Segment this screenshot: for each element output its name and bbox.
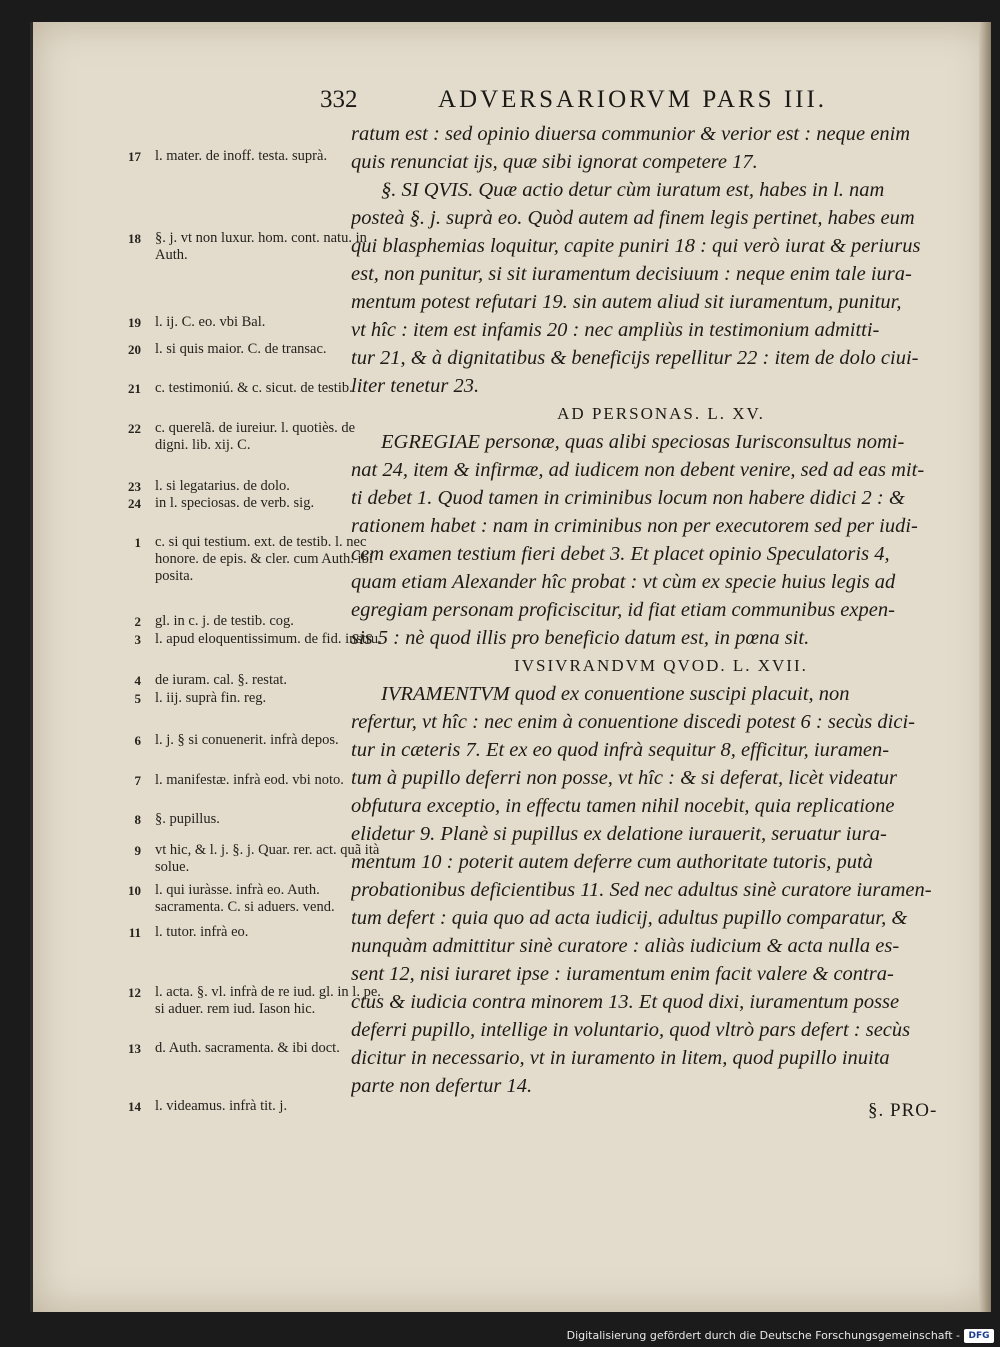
note-number: 9 — [134, 843, 141, 858]
text-line: elidetur 9. Planè si pupillus ex delatione iurauerit, seruatur iura- — [351, 823, 887, 845]
text-line: sent 12, nisi iuraret ipse : iuramentum enim facit valere & contra- — [351, 963, 894, 985]
margin-note — [128, 314, 388, 331]
text-line: quis renunciat ijs, quæ sibi ignorat competere 17. — [351, 151, 758, 173]
note-text: l. ij. C. eo. vbi Bal. — [155, 314, 266, 330]
margin-note — [134, 672, 388, 689]
text-line: probationibus deficientibus 11. Sed nec adultus sinè curatore iuramen- — [351, 879, 932, 901]
text-line: liter tenetur 23. — [351, 375, 480, 397]
note-text: l. manifestæ. infrà eod. vbi noto. — [155, 772, 344, 788]
note-number: 1 — [134, 535, 141, 550]
note-text: l. apud eloquentissimum. de fid. instru. — [155, 631, 382, 647]
text-line: rationem habet : nam in criminibus non per executorem sed per iudi- — [351, 515, 918, 537]
note-text: l. qui iuràsse. infrà eo. Auth. sacramenta. C. si aduers. vend. — [155, 882, 335, 915]
note-number: 4 — [134, 673, 141, 688]
note-number: 3 — [134, 632, 141, 647]
note-text: l. acta. §. vl. infrà de re iud. gl. in l. pe. si aduer. rem iud. Iason hic. — [155, 984, 381, 1017]
note-text: de iuram. cal. §. restat. — [155, 672, 288, 688]
text-line: cem examen testium fieri debet 3. Et placet opinio Speculatoris 4, — [351, 543, 890, 565]
note-number: 17 — [128, 149, 141, 164]
margin-note — [128, 882, 388, 916]
margin-note — [134, 772, 388, 789]
text-line: mentum potest refutari 19. sin autem aliud sit iuramentum, punitur, — [351, 291, 902, 313]
text-line: egregiam personam proficiscitur, id fiat etiam communibus expen- — [351, 599, 895, 621]
margin-note — [134, 631, 388, 648]
note-text: in l. speciosas. de verb. sig. — [155, 495, 315, 511]
note-number: 13 — [128, 1041, 141, 1056]
text-line: tur in cæteris 7. Et ex eo quod infrà sequitur 8, efficitur, iuramen- — [351, 739, 890, 761]
note-text: §. pupillus. — [155, 811, 220, 827]
page-header — [33, 82, 991, 122]
catchword: §. PRO- — [868, 1100, 938, 1121]
note-text: c. si qui testium. ext. de testib. l. nec honore. de epis. & cler. cum Auth. ibi posita. — [155, 534, 373, 584]
note-number: 19 — [128, 315, 141, 330]
note-text: l. iij. suprà fin. reg. — [155, 690, 267, 706]
text-line: §. SI QVIS. Quæ actio detur cùm iuratum est, habes in l. nam — [381, 179, 885, 201]
text-line: EGREGIAE personæ, quas alibi speciosas Iurisconsultus nomi- — [381, 431, 905, 453]
note-number: 2 — [134, 614, 141, 629]
digitization-footer — [0, 1327, 1000, 1347]
note-text: l. j. § si conuenerit. infrà depos. — [155, 732, 339, 748]
book-page — [30, 22, 991, 1312]
note-text: §. j. vt non luxur. hom. cont. natu. in Auth. — [155, 230, 367, 263]
margin-note — [128, 148, 388, 165]
note-number: 18 — [128, 231, 141, 246]
main-text — [351, 120, 971, 1100]
note-text: c. testimoniú. & c. sicut. de testib. — [155, 380, 353, 396]
margin-note — [128, 478, 388, 495]
margin-note — [128, 230, 388, 264]
note-number: 23 — [128, 479, 141, 494]
note-number: 24 — [128, 496, 141, 511]
text-line: posteà §. j. suprà eo. Quòd autem ad finem legis pertinet, habes eum — [351, 207, 915, 229]
margin-note — [128, 341, 388, 358]
text-line: est, non punitur, si sit iuramentum decisiuum : neque enim tale iura- — [351, 263, 912, 285]
text-line: mentum 10 : poterit autem deferre cum authoritate tutoris, putà — [351, 851, 873, 873]
note-text: c. querelã. de iureiur. l. quotiès. de digni. lib. xij. C. — [155, 420, 356, 453]
section-heading: AD PERSONAS. L. XV. — [557, 404, 765, 423]
text-line: tum à pupillo deferri non posse, vt hîc : & si deferat, licèt videatur — [351, 767, 898, 789]
note-text: l. si quis maior. C. de transac. — [155, 341, 327, 357]
text-line: quam etiam Alexander hîc probat : vt cùm ex specie huius legis ad — [351, 571, 896, 593]
note-number: 22 — [128, 421, 141, 436]
page-number: 332 — [320, 86, 358, 113]
section-heading: IVSIVRANDVM QVOD. L. XVII. — [514, 656, 808, 675]
note-text: d. Auth. sacramenta. & ibi doct. — [155, 1040, 340, 1056]
note-text: l. si legatarius. de dolo. — [155, 478, 290, 494]
note-number: 12 — [128, 985, 141, 1000]
text-line: qui blasphemias loquitur, capite puniri 18 : qui verò iurat & periurus — [351, 235, 921, 257]
note-text: l. videamus. infrà tit. j. — [155, 1098, 288, 1114]
margin-note — [134, 842, 388, 876]
note-number: 8 — [134, 812, 141, 827]
margin-note — [128, 380, 388, 397]
text-line: obfutura exceptio, in effectu tamen nihil nocebit, quia replicatione — [351, 795, 895, 817]
note-number: 11 — [128, 925, 141, 940]
margin-note — [134, 811, 388, 828]
margin-note — [134, 613, 388, 630]
margin-note — [128, 924, 388, 941]
footer-credit: Digitalisierung gefördert durch die Deutsche Forschungsgemeinschaft - — [566, 1329, 960, 1342]
note-number: 14 — [128, 1099, 141, 1114]
text-line: parte non defertur 14. — [351, 1075, 533, 1097]
note-text: gl. in c. j. de testib. cog. — [155, 613, 294, 629]
margin-note — [134, 690, 388, 707]
note-number: 20 — [128, 342, 141, 357]
margin-note — [134, 534, 388, 585]
note-text: vt hic, & l. j. §. j. Quar. rer. act. quã ità solue. — [155, 842, 380, 875]
text-line: ctus & iudicia contra minorem 13. Et quod dixi, iuramentum posse — [351, 991, 900, 1013]
dfg-logo-icon: DFG — [964, 1329, 994, 1343]
margin-note — [128, 420, 388, 454]
text-line: nat 24, item & infirmæ, ad iudicem non debent venire, sed ad eas mit- — [351, 459, 925, 481]
note-text: l. mater. de inoff. testa. suprà. — [155, 148, 328, 164]
note-number: 10 — [128, 883, 141, 898]
text-line: sis 5 : nè quod illis pro beneficio datum est, in pœna sit. — [351, 627, 810, 649]
margin-note — [128, 984, 388, 1018]
text-line: dicitur in necessario, vt in iuramento in litem, quod pupillo inuita — [351, 1047, 890, 1069]
margin-note — [128, 1040, 388, 1057]
text-line: ti debet 1. Quod tamen in criminibus locum non habere didici 2 : & — [351, 487, 905, 509]
note-number: 7 — [134, 773, 141, 788]
running-title: ADVERSARIORVM PARS III. — [438, 86, 828, 113]
text-line: IVRAMENTVM quod ex conuentione suscipi placuit, non — [381, 683, 850, 705]
note-number: 21 — [128, 381, 141, 396]
note-number: 5 — [134, 691, 141, 706]
note-text: l. tutor. infrà eo. — [155, 924, 249, 940]
page-edge — [979, 22, 991, 1312]
text-line: nunquàm admittitur sinè curatore : aliàs iudicium & acta nulla es- — [351, 935, 900, 957]
margin-note — [128, 1098, 388, 1115]
text-line: refertur, vt hîc : nec enim à conuentione discedi potest 6 : secùs dici- — [351, 711, 915, 733]
text-line: tum defert : quia quo ad acta iudicij, adultus pupillo comparatur, & — [351, 907, 908, 929]
note-number: 6 — [134, 733, 141, 748]
text-line: deferri pupillo, intellige in voluntario, quod vltrò pars defert : secùs — [351, 1019, 911, 1041]
text-line: vt hîc : item est infamis 20 : nec ampliùs in testimonium admitti- — [351, 319, 880, 341]
margin-note — [128, 495, 388, 512]
text-line: ratum est : sed opinio diuersa communior & verior est : neque enim — [351, 123, 911, 145]
text-line: tur 21, & à dignitatibus & beneficijs repellitur 22 : item de dolo ciui- — [351, 347, 919, 369]
margin-note — [134, 732, 388, 749]
